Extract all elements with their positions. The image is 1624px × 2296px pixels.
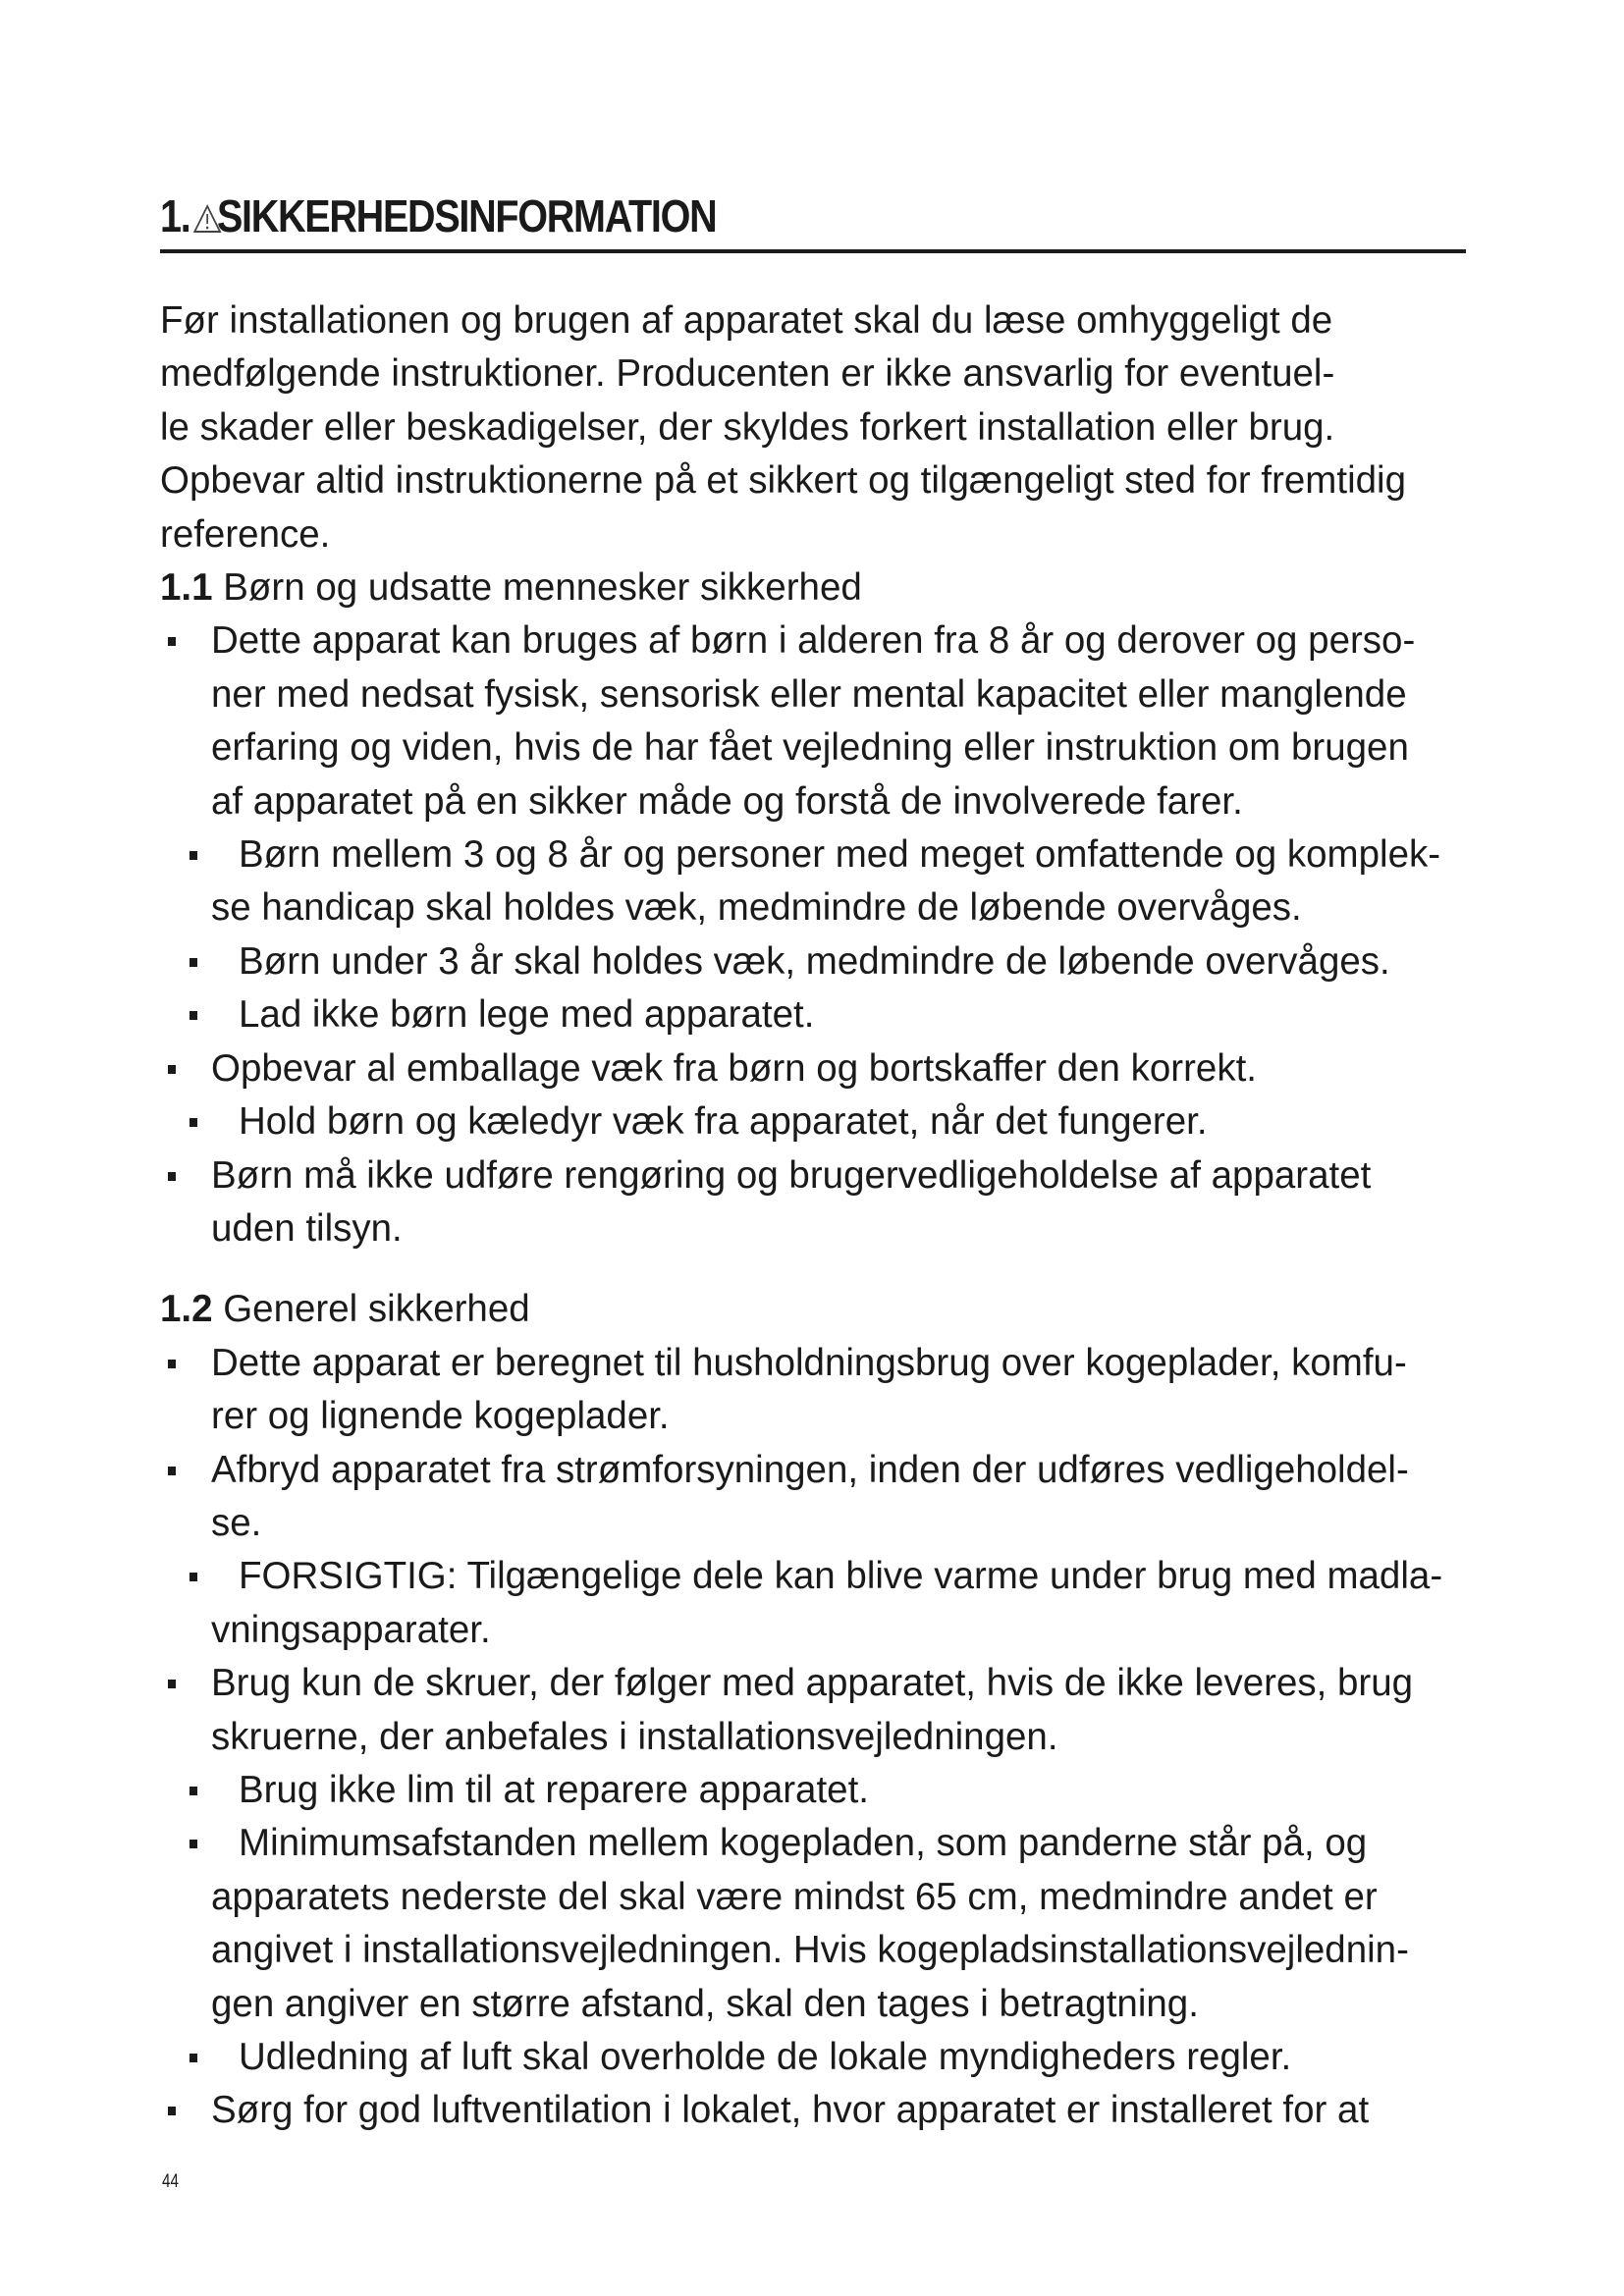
list-item (160, 1149, 1505, 1256)
bullet-icon (189, 1573, 197, 1581)
list-item (160, 1817, 1505, 2031)
list-item-line: Udledning af luft skal overholde de lokale myndigheders regler. (239, 2036, 1292, 2078)
bullet-icon (189, 1118, 197, 1127)
subsection-1-heading (160, 561, 1505, 614)
subsection-2-title: Generel sikkerhed (212, 1288, 530, 1331)
intro-line: Opbevar altid instruktionerne på et sikkert og tilgængeligt sted for fremtidig (160, 459, 1406, 503)
list-item-line: erfaring og viden, hvis de har fået vejledning eller instruktion om brugen (211, 726, 1409, 770)
list-item-line: Minimumsafstanden mellem kogepladen, som panderne står på, og (239, 1822, 1368, 1865)
bullet-icon (189, 958, 197, 967)
intro-line: medfølgende instruktioner. Producenten er ikke ansvarlig for eventuel- (160, 352, 1335, 396)
bullet-icon (189, 1011, 197, 1020)
list-item-line: rer og lignende kogeplader. (211, 1395, 670, 1438)
list-item (160, 1764, 1505, 1817)
list-item-line: Opbevar al emballage væk fra børn og bortskaffer den korrekt. (211, 1046, 1257, 1090)
list-item-line: Sørg for god luftventilation i lokalet, hvor apparatet er installeret for at (211, 2089, 1370, 2132)
list-item-line: Dette apparat kan bruges af børn i alderen fra 8 år og derover og perso- (211, 619, 1416, 663)
section-title: SIKKERHEDSINFORMATION (216, 190, 717, 241)
intro-line: le skader eller beskadigelser, der skyldes forkert installation eller brug. (160, 405, 1335, 449)
document-body (160, 294, 1505, 2138)
list-item (160, 1550, 1505, 1657)
list-item-line: angivet i installationsvejledningen. Hvis kogepladsinstallationsvejlednin- (211, 1929, 1409, 1972)
bullet-icon (168, 1680, 176, 1688)
list-item-line: ner med nedsat fysisk, sensorisk eller mental kapacitet eller manglende (211, 672, 1407, 716)
page-number: 44 (162, 2171, 179, 2192)
list-item-line: Lad ikke børn lege med apparatet. (239, 993, 815, 1037)
bullet-icon (189, 1840, 197, 1848)
list-item (160, 1095, 1505, 1148)
list-item (160, 614, 1505, 828)
list-item (160, 2031, 1505, 2084)
list-item-line: Brug kun de skruer, der følger med apparatet, hvis de ikke leveres, brug (211, 1662, 1414, 1705)
list-item (160, 935, 1505, 988)
subsection-2-list (160, 1337, 1505, 2138)
list-item-line: skruerne, der anbefales i installationsvejledningen. (211, 1715, 1058, 1758)
list-item-line: Brug ikke lim til at reparere apparatet. (239, 1768, 869, 1811)
list-item-line: vningsapparater. (211, 1608, 491, 1651)
bullet-icon (168, 1172, 176, 1181)
bullet-icon (168, 1065, 176, 1074)
list-item-line: se handicap skal holdes væk, medmindre de løbende overvåges. (211, 886, 1302, 930)
subsection-2-heading (160, 1283, 1505, 1336)
list-item (160, 1657, 1505, 1764)
bullet-icon (189, 1787, 197, 1795)
list-item-line: gen angiver en større afstand, skal den tages i betragtning. (211, 1982, 1199, 2025)
list-item (160, 988, 1505, 1041)
subsection-1-number: 1.1 (160, 566, 213, 610)
list-item (160, 828, 1505, 935)
subsection-1-list (160, 614, 1505, 1255)
subsection-1-title: Børn og udsatte mennesker sikkerhed (212, 566, 862, 610)
intro-line: reference. (160, 512, 331, 556)
section-heading (160, 183, 1466, 253)
bullet-icon (189, 2054, 197, 2062)
list-item (160, 1042, 1505, 1095)
list-item-line: se. (211, 1501, 262, 1544)
section-heading-text (160, 190, 716, 241)
list-item-line: Børn må ikke udføre rengøring og brugervedligeholdelse af apparatet (211, 1153, 1372, 1197)
list-item-line: Dette apparat er beregnet til husholdningsbrug over kogeplader, komfu- (211, 1341, 1407, 1384)
bullet-icon (168, 2107, 176, 2115)
list-item (160, 1444, 1505, 1551)
list-item-line: Hold børn og kæledyr væk fra apparatet, når det fungerer. (239, 1100, 1208, 1144)
bullet-icon (189, 851, 197, 860)
list-item-line: Børn mellem 3 og 8 år og personer med meget omfattende og komplek- (239, 833, 1441, 877)
intro-line: Før installationen og brugen af apparatet skal du læse omhyggeligt de (160, 299, 1333, 342)
list-item-line: Børn under 3 år skal holdes væk, medmindre de løbende overvåges. (239, 939, 1390, 983)
bullet-icon (168, 1360, 176, 1368)
list-item-line: Afbryd apparatet fra strømforsyningen, inden der udføres vedligeholdel- (211, 1448, 1409, 1491)
section-number: 1. (160, 190, 190, 241)
bullet-icon (168, 1467, 176, 1475)
subsection-2-number: 1.2 (160, 1288, 213, 1331)
bullet-icon (168, 637, 176, 646)
intro-paragraph (160, 294, 1505, 561)
list-item (160, 2084, 1505, 2137)
list-item-line: FORSIGTIG: Tilgængelige dele kan blive varme under brug med madla- (239, 1555, 1443, 1598)
list-item-line: af apparatet på en sikker måde og forstå de involverede farer. (211, 779, 1243, 823)
list-item (160, 1337, 1505, 1444)
list-item-line: apparatets nederste del skal være mindst 65 cm, medmindre andet er (211, 1875, 1378, 1918)
list-item-line: uden tilsyn. (211, 1206, 403, 1250)
